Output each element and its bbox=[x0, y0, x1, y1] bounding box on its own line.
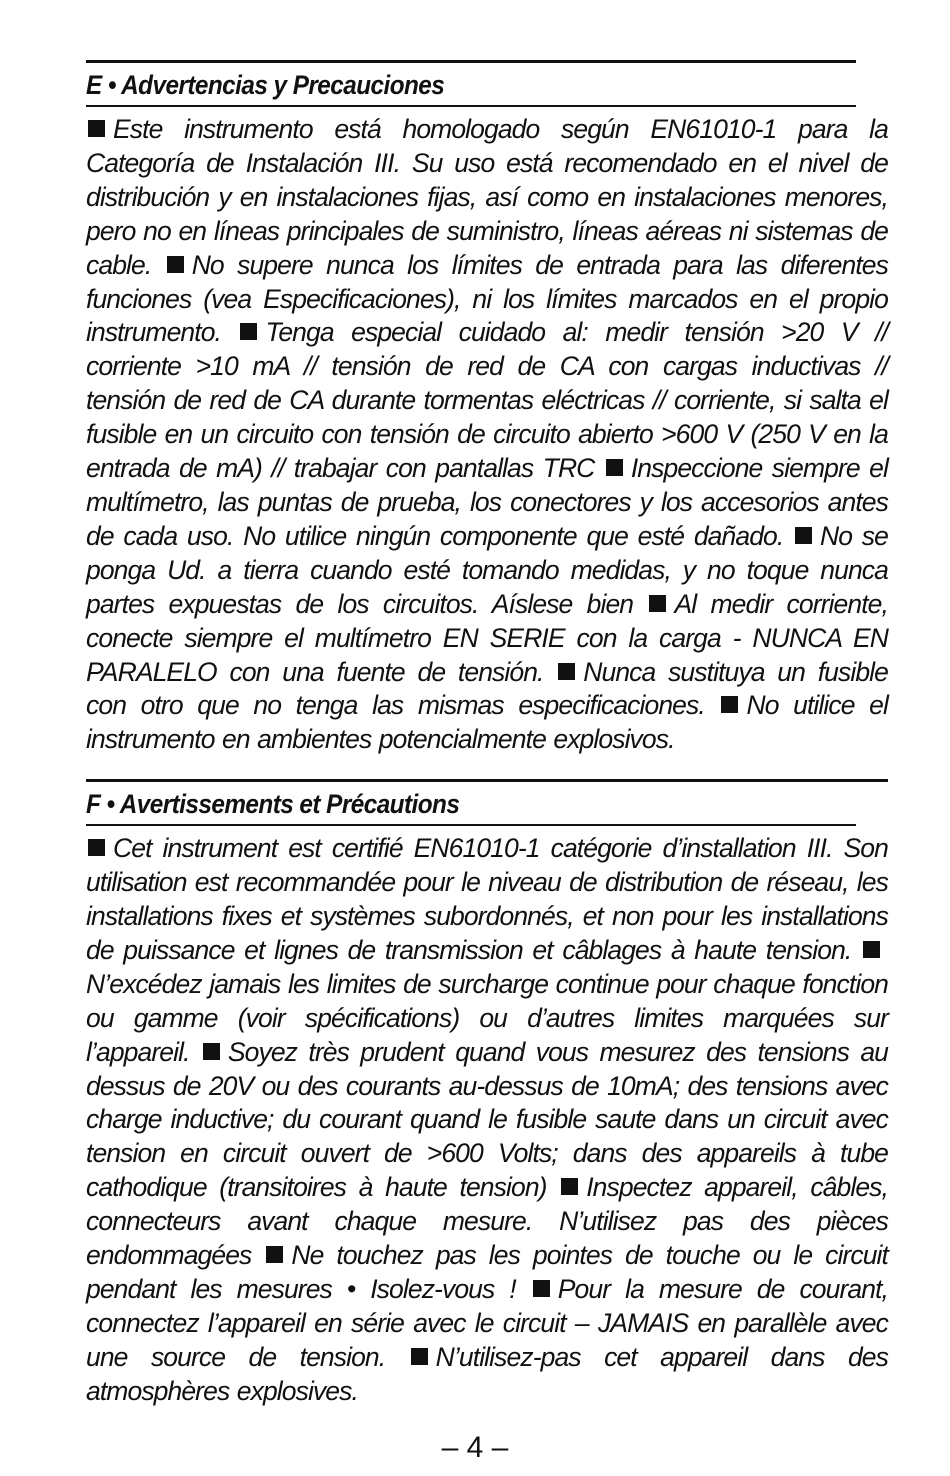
warning-item: Al medir corriente, conecte siempre el multímetro EN SERIE con la carga - NUNCA EN PARALELO con una fuente de tensión. bbox=[86, 588, 888, 687]
warning-item: Inspectez appareil, câbles, connecteurs avant chaque mesure. N’utilisez pas des pièces endommagées bbox=[86, 1172, 888, 1271]
warning-item: Ne touchez pas les pointes de touche ou le circuit pendant les mesures • Isolez-vous ! bbox=[86, 1240, 888, 1304]
section-es bbox=[86, 60, 888, 757]
bullet-square-icon bbox=[203, 1043, 220, 1060]
warning-item: N’utilisez-pas cet appareil dans des atmosphères explosives. bbox=[86, 1341, 888, 1406]
bullet-square-icon bbox=[863, 941, 880, 958]
section-spacer bbox=[86, 757, 888, 779]
bullet-square-icon bbox=[721, 696, 738, 713]
warning-item: Pour la mesure de courant, connectez l’appareil en série avec le circuit – JAMAIS en parallèle avec une source de tension. bbox=[86, 1274, 888, 1372]
section-top-rule bbox=[86, 779, 888, 782]
warning-item: N’excédez jamais les limites de surcharge continue pour chaque fonction ou gamme (voir spécifications) ou d’autres limites marquées sur l’appareil. bbox=[86, 968, 888, 1067]
warning-item: Inspeccione siempre el multímetro, las puntas de prueba, los conectores y los accesorios antes de cada uso. No utilice ningún componente que esté dañado. bbox=[86, 453, 888, 551]
manual-page bbox=[86, 60, 888, 1409]
section-title: F • Avertissements et Précautions bbox=[86, 789, 460, 820]
bullet-square-icon bbox=[533, 1280, 550, 1297]
section-top-rule bbox=[86, 60, 856, 63]
bullet-square-icon bbox=[88, 120, 105, 137]
bullet-square-icon bbox=[558, 663, 575, 680]
section-title-underline bbox=[86, 105, 856, 107]
section-title-underline bbox=[86, 824, 856, 826]
section-body bbox=[86, 113, 888, 757]
warning-item: Soyez très prudent quand vous mesurez des tensions au dessus de 20V ou des courants au-dessus de 10mA; des tensions avec charge inductive; du courant quand le fusible saute dans un circuit avec tension en circuit ouvert de >600 Volts; dans des appareils à tube cathodique (transitoires à haute tension) bbox=[86, 1036, 888, 1203]
bullet-square-icon bbox=[649, 595, 666, 612]
bullet-square-icon bbox=[561, 1178, 578, 1195]
section-body bbox=[86, 832, 888, 1408]
section-title: E • Advertencias y Precauciones bbox=[86, 70, 445, 100]
warning-item: No se ponga Ud. a tierra cuando esté tomando medidas, y no toque nunca partes expuestas de los circuitos. Aíslese bien bbox=[86, 520, 888, 619]
warning-item: Tenga especial cuidado al: medir tensión >20 V // corriente >10 mA // tensión de red de CA con cargas inductivas // tensión de red de CA durante tormentas eléctricas // corriente, si salta el fusible en un circuito con tensión de circuito abierto >600 V (250 V en la entrada de mA) // trabajar con pantallas TRC bbox=[86, 317, 888, 484]
bullet-square-icon bbox=[795, 527, 812, 544]
bullet-square-icon bbox=[240, 323, 257, 340]
bullet-square-icon bbox=[411, 1348, 428, 1365]
warning-item: No supere nunca los límites de entrada para las diferentes funciones (vea Especificaciones), ni los límites marcados en el propio instrumento. bbox=[86, 249, 888, 348]
bullet-square-icon bbox=[266, 1246, 283, 1263]
section-fr bbox=[86, 779, 888, 1408]
bullet-square-icon bbox=[88, 839, 105, 856]
warning-item: Nunca sustituya un fusible con otro que no tenga las mismas especificaciones. bbox=[86, 656, 888, 721]
page-number: – 4 – bbox=[441, 1431, 509, 1464]
warning-item: Este instrumento está homologado según EN61010-1 para la Categoría de Instalación III. Su uso está recomendado en el nivel de distribución y en instalaciones fijas, así como en instalaciones menores, pero no en líneas principales de suministro, líneas aéreas ni sistemas de cable. bbox=[86, 114, 888, 280]
bullet-square-icon bbox=[167, 256, 184, 273]
warning-item: Cet instrument est certifié EN61010-1 catégorie d’installation III. Son utilisation est recommandée pour le niveau de distribution de réseau, les installations fixes et systèmes subordonnés, et non pour les installations de puissance et lignes de transmission et câblages à haute tension. bbox=[86, 833, 888, 965]
warning-item: No utilice el instrumento en ambientes potencialmente explosivos. bbox=[86, 690, 889, 755]
bullet-square-icon bbox=[606, 459, 623, 476]
